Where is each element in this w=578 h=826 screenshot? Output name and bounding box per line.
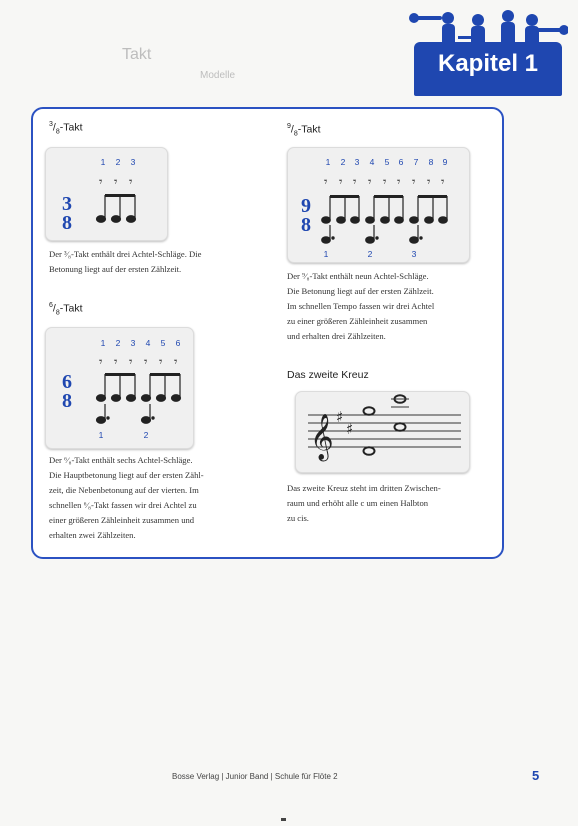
svg-text:7: 7 xyxy=(413,157,419,167)
three-eight-notation xyxy=(46,148,167,240)
svg-text:𝄾: 𝄾 xyxy=(339,175,343,190)
nine-eight-sig-top: 9 xyxy=(301,195,311,217)
svg-text:𝄾: 𝄾 xyxy=(324,175,328,190)
text-line: Das zweite Kreuz steht im dritten Zwischen- xyxy=(287,483,441,493)
svg-text:𝄾: 𝄾 xyxy=(397,175,401,190)
whole-note-icon xyxy=(395,423,406,431)
text-line: Die Betonung liegt auf der ersten Zählzeit. xyxy=(287,286,434,296)
sharp-c-icon: ♯ xyxy=(346,420,354,438)
nine-eight-beat-labels xyxy=(324,249,417,259)
content-panel xyxy=(31,107,504,559)
six-eight-notation-card xyxy=(45,327,194,449)
chapter-title: Kapitel 1 xyxy=(437,50,539,77)
three-eight-sig-bottom: 8 xyxy=(62,212,72,234)
six-eight-beat-rests xyxy=(99,355,178,370)
crop-mark xyxy=(281,818,286,821)
text-line: Die Hauptbetonung liegt auf der ersten Zähl- xyxy=(49,470,204,480)
three-eight-title: $^3/_8$-Takt xyxy=(49,121,83,136)
text-line: Im schnellen Tempo fassen wir drei Achtel xyxy=(287,301,435,311)
six-eight-beat-labels xyxy=(99,430,149,440)
six-eight-sig-top: 6 xyxy=(62,371,72,393)
count-label: 4 xyxy=(145,338,151,348)
count-label: 6 xyxy=(175,338,181,348)
six-eight-time-signature xyxy=(62,371,72,412)
text-line: Der ⁹⁄₈-Takt enthält neun Achtel-Schläge. xyxy=(287,271,429,281)
count-label: 5 xyxy=(160,338,166,348)
three-eight-title-den: 8 xyxy=(55,128,60,136)
eighth-rest-icon: 𝄾 xyxy=(144,355,148,370)
eighth-rest-icon: 𝄾 xyxy=(174,355,178,370)
svg-text:4: 4 xyxy=(369,157,375,167)
nine-eight-beamed-eighths xyxy=(322,195,448,223)
six-eight-count-labels xyxy=(101,338,181,348)
eighth-rest-icon: 𝄾 xyxy=(129,175,133,190)
beat-label: 1 xyxy=(323,249,329,259)
six-eight-title-den: 8 xyxy=(55,309,60,317)
text-line: Der ⁶⁄₈-Takt enthält sechs Achtel-Schläge. xyxy=(49,455,193,465)
nine-eight-dotted-quarters xyxy=(322,225,423,243)
ghost-heading: Takt xyxy=(122,46,152,63)
treble-clef-icon: 𝄞 xyxy=(310,414,334,460)
page-number: 5 xyxy=(532,768,540,783)
nine-eight-title-suffix: -Takt xyxy=(297,123,321,136)
count-label: 2 xyxy=(115,338,121,348)
svg-text:3: 3 xyxy=(354,157,360,167)
chapter-tab xyxy=(414,42,562,96)
beat-label: 2 xyxy=(143,430,149,440)
three-eight-beat-rests xyxy=(99,175,133,190)
nine-eight-title: $^9/_8$-Takt xyxy=(287,123,321,138)
whole-note-icon xyxy=(364,447,375,455)
eighth-rest-icon: 𝄾 xyxy=(99,355,103,370)
count-label: 1 xyxy=(100,157,106,167)
svg-text:1: 1 xyxy=(325,157,331,167)
ghost-subheading: Modelle xyxy=(200,70,236,81)
svg-text:𝄾: 𝄾 xyxy=(368,175,372,190)
six-eight-sig-bottom: 8 xyxy=(62,390,72,412)
text-line: Betonung liegt auf der ersten Zählzeit. xyxy=(49,264,182,274)
six-eight-dotted-quarters xyxy=(96,404,154,423)
count-label: 2 xyxy=(115,157,121,167)
nine-eight-count-labels xyxy=(326,157,448,167)
nine-eight-sig-bottom: 8 xyxy=(301,214,311,236)
three-eight-beamed-eighths xyxy=(96,194,135,222)
svg-text:𝄾: 𝄾 xyxy=(427,175,431,190)
svg-text:𝄾: 𝄾 xyxy=(353,175,357,190)
eighth-rest-icon: 𝄾 xyxy=(99,175,103,190)
nine-eight-title-num: 9 xyxy=(287,123,291,130)
six-eight-beamed-eighths xyxy=(96,373,180,401)
three-eight-time-signature xyxy=(62,193,72,234)
nine-eight-notation xyxy=(288,148,469,262)
second-sharp-title: Das zweite Kreuz xyxy=(287,369,369,381)
count-label: 1 xyxy=(100,338,106,348)
text-line: erhalten zwei Zählzeiten. xyxy=(49,530,136,540)
text-line: einer größeren Zähleinheit zusammen und xyxy=(49,515,195,525)
note-beam xyxy=(105,194,135,197)
whole-note-icon xyxy=(364,407,375,415)
second-sharp-notation xyxy=(296,392,469,472)
three-eight-text xyxy=(49,247,201,277)
count-label: 3 xyxy=(130,338,136,348)
text-line: Der ³⁄₈-Takt enthält drei Achtel-Schläge. Die xyxy=(49,249,202,259)
beat-label: 2 xyxy=(367,249,373,259)
three-eight-title-num: 3 xyxy=(49,121,53,128)
svg-text:6: 6 xyxy=(398,157,404,167)
note-head xyxy=(126,216,135,223)
eighth-rest-icon: 𝄾 xyxy=(129,355,133,370)
whole-notes xyxy=(364,395,406,455)
text-line: und erhalten drei Zählzeiten. xyxy=(287,331,386,341)
footer-publisher: Bosse Verlag | Junior Band | Schule für Flöte 2 xyxy=(172,772,338,781)
three-eight-title-suffix: -Takt xyxy=(59,121,83,134)
nine-eight-text xyxy=(287,269,434,344)
nine-eight-notation-card xyxy=(287,147,470,263)
nine-eight-time-signature xyxy=(301,195,311,236)
eighth-rest-icon: 𝄾 xyxy=(159,355,163,370)
nine-eight-title-den: 8 xyxy=(293,130,298,138)
eighth-rest-icon: 𝄾 xyxy=(114,355,118,370)
svg-text:𝄾: 𝄾 xyxy=(412,175,416,190)
six-eight-title: $^6/_8$-Takt xyxy=(49,302,83,317)
svg-text:8: 8 xyxy=(428,157,434,167)
six-eight-notation xyxy=(46,328,193,448)
text-line: zeit, die Nebenbetonung auf der vierten. Im xyxy=(49,485,199,495)
note-head xyxy=(96,216,105,223)
eighth-rest-icon: 𝄾 xyxy=(114,175,118,190)
six-eight-text xyxy=(49,453,204,543)
beat-label: 3 xyxy=(411,249,417,259)
svg-text:5: 5 xyxy=(384,157,390,167)
text-line: zu einer größeren Zähleinheit zusammen xyxy=(287,316,428,326)
note-head xyxy=(111,216,120,223)
three-eight-count-labels xyxy=(101,157,136,167)
nine-eight-beat-rests xyxy=(324,175,445,190)
svg-text:𝄾: 𝄾 xyxy=(383,175,387,190)
three-eight-sig-top: 3 xyxy=(62,193,72,215)
count-label: 3 xyxy=(130,157,136,167)
sharp-f-icon: ♯ xyxy=(336,408,344,426)
text-line: schnellen ⁶⁄₈-Takt fassen wir drei Achtel zu xyxy=(49,500,197,510)
second-sharp-text xyxy=(287,481,441,526)
svg-text:𝄾: 𝄾 xyxy=(441,175,445,190)
second-sharp-notation-card xyxy=(295,391,470,473)
svg-text:2: 2 xyxy=(340,157,346,167)
beat-label: 1 xyxy=(98,430,104,440)
text-line: raum und erhöht alle c um einen Halbton xyxy=(287,498,429,508)
svg-text:9: 9 xyxy=(442,157,448,167)
six-eight-title-num: 6 xyxy=(49,302,53,309)
three-eight-notation-card xyxy=(45,147,168,241)
six-eight-title-suffix: -Takt xyxy=(59,302,83,315)
text-line: zu cis. xyxy=(287,513,309,523)
